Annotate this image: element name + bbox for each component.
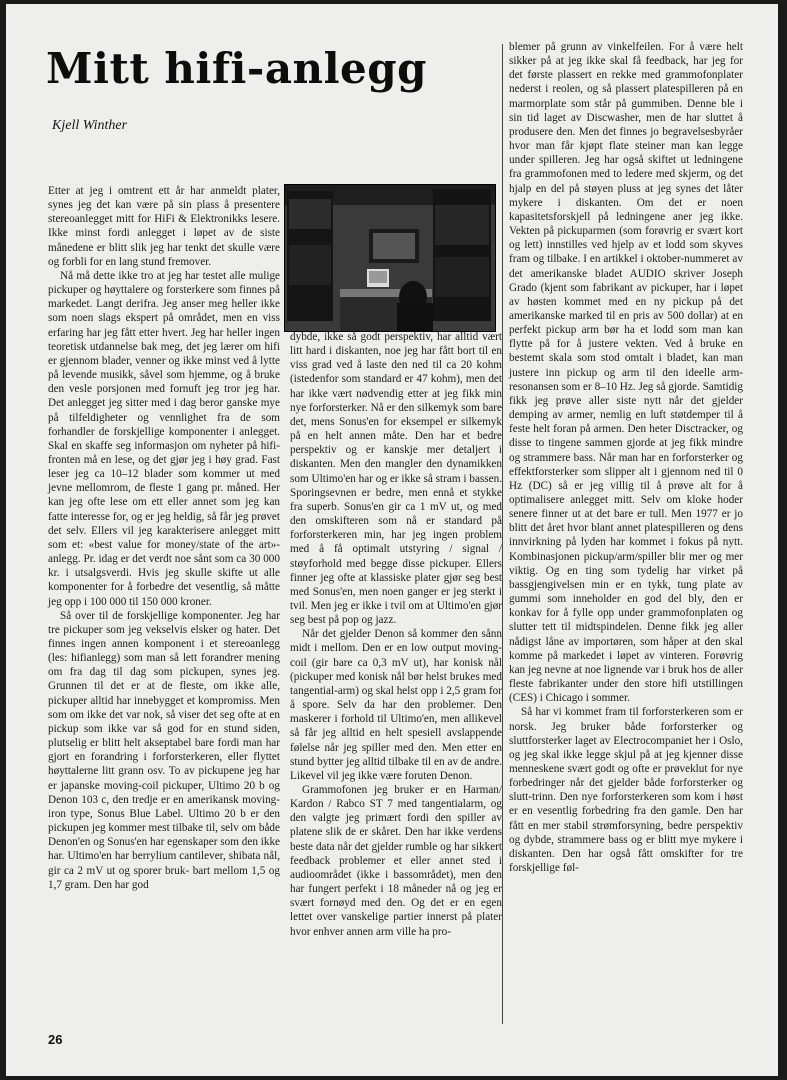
photo-illustration [285,185,495,331]
paragraph: Grammofonen jeg bruker er en Harman/ Kardon / Rabco ST 7 med tangentialarm, og den valgte jeg primært fordi den spiller av platene slik de er skåret. Den har ikke verdens beste data når det gjelder rumble og har sikkert feedback problemer et eller annet sted i audioområdet (ikke i bassområdet), men den har fungert perfekt i 18 måneder nå og jeg er svært fornøyd med den. Og det er en egen lettet over vanskelige partier innerst på plater hvor enhver annen arm ville ha pro- [290,784,502,938]
text-column-3 [509,40,743,875]
text-column-2 [290,330,502,939]
paragraph: Så over til de forskjellige komponenter. Jeg har tre pickuper som jeg vekselvis elsker og hater. Det finnes ingen annen komponent i et stereoanlegg (les: hifianlegg) som man så lett forandrer mening om fra dag til dag som pickupen, synes jeg. Grunnen til det er at de fleste, om ikke alle, pickuper alltid har innebygget et kompromiss. Men som om ikke det var nok, så viser det seg ofte at en pickup som ikke var så god for en stund siden, plutselig er blitt helt akseptabel bare fordi man har gjort en forandring i forforsterkeren, eller flyttet høyttalerne litt grann osv. To av pickupene jeg har er japanske moving-coil pickuper, Ultimo 20 b og Denon 103 c, den tredje er en amerikansk moving-iron type, Sonus Blue Label. Ultimo 20 b er den pickupen jeg kommer mest tilbake til, selv om både Denon'en og Sonus'en har egenskaper som den ikke har. Ultimo'en har berrylium cantilever, shibata nål, gir ca 2 mV ut og sporer bruk- bart mellom 1,5 og 1,7 gram. Den har god [48,609,280,891]
paragraph: Når det gjelder Denon så kommer den sånn midt i mellom. Den er en low output moving-coil (gir bare ca 0,3 mV ut), har konisk nål (pickuper med konisk nål bør helst brukes med tangential-arm) og skal helst opp i 2,5 gram for å spore. Selv da har den problemer. Den maskerer i forhold til Ultimo'en, men allikevel så får jeg alltid en helt spesiell avslappende følelse når jeg spiller med den. Men etter en stund bytter jeg alltid tilbake til en av de andre. Likevel vil jeg ikke være foruten Denon. [290,628,502,782]
text-column-1 [48,184,280,892]
column-divider [502,44,503,1024]
paragraph: dybde, ikke så godt perspektiv, har alltid vært litt hard i diskanten, noe jeg har fått bort til en viss grad ved å laste den ned til ca 20 kohm (istedenfor som standard er 47 kohm), men det har ikke vært nødvendig etter at jeg fikk min nye forforsterker. Nå er den silkemyk som bare det, mens Sonus'en for eksempel er silkemyk på en helt annen måte. Den har et bedre perspektiv og er kanskje mer detaljert i diskanten. Men den mangler den dynamikken som Ultimo'en har og er ikke så stram i bassen. Sporingsevnen er bedre, men ennå et stykke fra superb. Sonus'en gir ca 1 mV ut, og med den omskifteren som nå er standard på forforsterkeren min, har jeg ingen problem med å få optimalt utstyring / signal / støyforhold med begge disse pickuper. Ellers finner jeg ofte at klassiske plater gjør seg best med Sonus'en, men noen ganger er jeg sterkt i tvil. Men jeg er ikke i tvil om at Ultimo'en gjør seg best på pop og jazz. [290,331,502,627]
paragraph: Nå må dette ikke tro at jeg har testet alle mulige pickuper og høyttalere og forsterkere som finnes på markedet. Langt derifra. Jeg anser meg heller ikke som noen slags ekspert på området, men en viss erfaring har jeg fått etter hvert. Jeg har heller ingen teoretisk utdannelse bak meg, det jeg lærer om hifi er gjennom blader, venner og ikke minst ved å lytte på levende musikk, såvel som hjemme, og å bruke den vesle porsjonen med fornuft jeg tror jeg har. Det anlegget jeg sitter med i dag beror ganske mye på tilfeldigheter og vennlighet fra de som forhandler de forskjellige komponenter i anlegget. Skal en skaffe seg informasjon om nyheter på hifi-fronten må en lese, og det gjør jeg i høy grad. Fast leser jeg ca 10–12 blader som kommer ut med jevne mellomrom, de fleste 1 gang pr. måned. Her kan jeg ofte lese om ett eller annet som jeg kan fatte interesse for, og er jeg heldig, så får jeg prøvet det selv. Ellers vil jeg karakterisere anlegget mitt som et: «best value for money/state of the art»-anlegg. Pr. idag er det verdt noe sånt som ca 30 000 kr. i utsalgsverdi. Hvis jeg skulle skifte ut alle komponenter for å forbedre det vesentlig, så måtte jeg opp i 100 000 til 150 000 kroner. [48,269,280,608]
paragraph: blemer på grunn av vinkelfeilen. For å være helt sikker på at jeg ikke skal få feedback, har jeg for det første plassert en rekke med grammofonplater nederst i reolen, og så plassert platespilleren på en marmorplate som står på gummiben. Denne ble i sin tid laget av Discwasher, men de har sluttet å produsere den. Men det finnes jo begravelsesbyråer hvor man får kjøpt flate steiner man kan legge under spilleren. Jeg har også skiftet ut ledningene fra grammofonen med to ledere med skjerm, og det hjalp en del på støyen pluss at jeg synes det låter mykere i diskanten. Om det er noen kapasitetsforskjell på ledningene aner jeg ikke. Vekten på pickuparmen (som forøvrig er svært kort og lett) innstilles ved hjelp av et lodd som skyves fram og tilbake. I en artikkel i oktober-nummeret av det amerikanske bladet AUDIO skriver Joseph Grado (kjent som fabrikant av pickuper, har i løpet av høsten kommet med en ny pickup på det amerikanske marked til en pris av 500 dollar) at en perfekt pickup arm bør ha et lodd som man kan flytte på for å justere vekten. Ved å bruke en bestemt skala som stod omtalt i bladet, kan man justere inn pickup og arm til den ideelle arm-resonansen som er 8–10 Hz. Jeg så gjorde. Samtidig fikk jeg prøve aller siste nytt når det gjelder demping av armer, nemlig en luft støtdemper til å feste helt foran på armen. Den heter Disctracker, og disse to tingene sammen gjorde at jeg fikk mindre og strammere bass. Når man har en forforsterker og effektforsterker som slipper alt i gjennom ned til 0 Hz (DC) så er jeg villig til å prøve alt for å optimalisere anlegget mitt. Selv om kloke hoder senere finner ut at det bare er tull. Men 1977 er jo blitt det året hvor blant annet platespilleren og dens innvirkning på lyden har kommet i fokus på nytt. Kombinasjonen pickup/arm/spiller blir mer og mer viktig. Og en ting som tydelig har virket på bassgjengivelsen min er en tykk, tung plate av gummi som inneholder en god del bly, den er konkav for å fylle opp under grammofonplaten og slutter tett til midtspindelen. Denne fikk jeg aller nådigst låne av importøren, som håper at den skal komme på markedet i løpet av vinteren. Forøvrig kan jeg nevne at noe lignende var i bruk hos de aller fleste fabrikanter under den store hifi utstillingen (CES) i Chicago i sommer. [509,41,743,705]
paragraph: Så har vi kommet fram til forforsterkeren som er norsk. Jeg bruker både forforsterker og sluttforsterker laget av Electrocompaniet her i Oslo, og jeg skal ikke legge skjul på at jeg kjenner disse menneskene svært godt og ofte er prøveklut for nye forbedringer når det gjelder både forforsterker og slutt-trinn. Den nye forforsterkeren som kom i høst er en vesentlig forbedring fra den gamle. Den har fått en mer stabil strømforsyning, bedre perspektiv og dybde, strammere bass og er blitt mye mykere i diskanten. Den har også fått omskifter for tre forskjellige føl- [509,706,743,875]
page-number: 26 [48,1032,63,1047]
paragraph: Etter at jeg i omtrent ett år har anmeldt plater, synes jeg det kan være på sin plass å presentere stereoanlegget mitt for HiFi & Elektronikks lesere. Ikke minst fordi anlegget i løpet av de siste månedene er blitt slik jeg har tenkt det skulle være og forbli for en lang stund fremover. [48,185,280,268]
article-author: Kjell Winther [52,118,128,133]
article-title: Mitt hifi-anlegg [46,44,427,93]
hifi-room-photo [284,184,496,332]
magazine-page [6,4,778,1076]
